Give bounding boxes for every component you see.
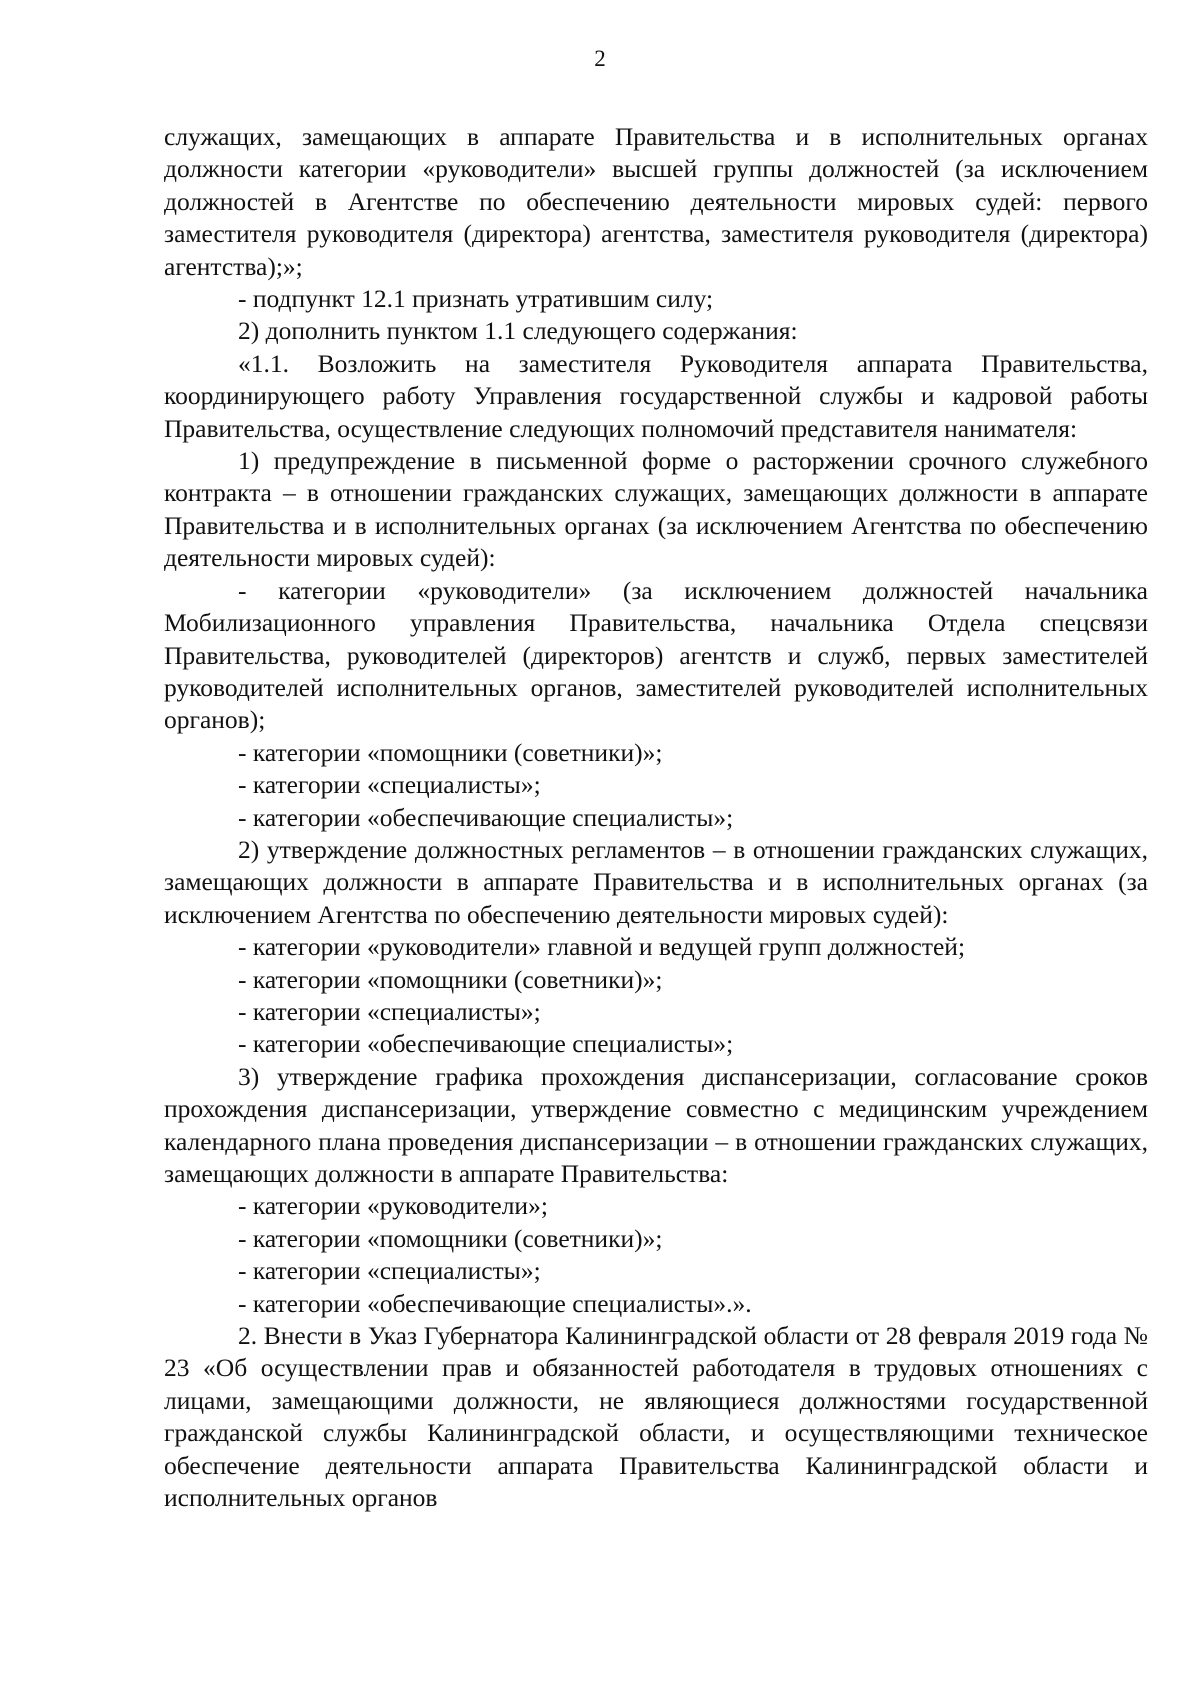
- list-item: - категории «руководители» главной и ведущей групп должностей;: [238, 932, 966, 962]
- list-item: - категории «обеспечивающие специалисты»;: [238, 1029, 734, 1059]
- list-item: - категории «специалисты»;: [238, 1256, 541, 1286]
- paragraph: - категории «руководители» (за исключением должностей начальника Мобилизационного управления Правительства, начальника Отдела спецсвязи Правительства, руководителей (директоров) агентств и служб, первых заместителей руководителей исполнительных органов, заместителей руководителей исполнительных органов);: [164, 575, 1148, 735]
- document-body: [164, 121, 1148, 1514]
- paragraph: 2) утверждение должностных регламентов – в отношении гражданских служащих, замещающих должности в аппарате Правительства и в исполнительных органах (за исключением Агентства по обеспечению деятельности мировых судей):: [164, 834, 1148, 929]
- list-item: - категории «обеспечивающие специалисты».».: [238, 1288, 752, 1318]
- list-item: - категории «руководители»;: [238, 1191, 548, 1221]
- page-number: 2: [594, 46, 606, 71]
- paragraph: 3) утверждение графика прохождения диспансеризации, согласование сроков прохождения диспансеризации, утверждение совместно с медицинским учреждением календарного плана проведения диспансеризации – в отношении гражданских служащих, замещающих должности в аппарате Правительства:: [164, 1061, 1148, 1188]
- list-item: - категории «помощники (советники)»;: [238, 964, 663, 994]
- list-item: - категории «помощники (советники)»;: [238, 737, 663, 767]
- list-item: - категории «помощники (советники)»;: [238, 1223, 663, 1253]
- paragraph: 1) предупреждение в письменной форме о расторжении срочного служебного контракта – в отношении гражданских служащих, замещающих должности в аппарате Правительства и в исполнительных органах (за исключением Агентства по обеспечению деятельности мировых судей):: [164, 446, 1148, 573]
- list-item: 2) дополнить пунктом 1.1 следующего содержания:: [238, 316, 798, 346]
- list-item: - категории «специалисты»;: [238, 770, 541, 800]
- list-item: - подпункт 12.1 признать утратившим силу;: [238, 284, 714, 314]
- paragraph: служащих, замещающих в аппарате Правительства и в исполнительных органах должности категории «руководители» высшей группы должностей (за исключением должностей в Агентстве по обеспечению деятельности мировых судей: первого заместителя руководителя (директора) агентства, заместителя руководителя (директора) агентства);»;: [164, 122, 1148, 281]
- paragraph: «1.1. Возложить на заместителя Руководителя аппарата Правительства, координирующего работу Управления государственной службы и кадровой работы Правительства, осуществление следующих полномочий представителя нанимателя:: [164, 348, 1148, 443]
- paragraph: 2. Внести в Указ Губернатора Калининградской области от 28 февраля 2019 года № 23 «Об осуществлении прав и обязанностей работодателя в трудовых отношениях с лицами, замещающими должности, не являющиеся должностями государственной гражданской службы Калининградской области, и осуществляющими техническое обеспечение деятельности аппарата Правительства Калининградской области и исполнительных органов: [164, 1321, 1148, 1513]
- list-item: - категории «специалисты»;: [238, 996, 541, 1026]
- list-item: - категории «обеспечивающие специалисты»;: [238, 802, 734, 832]
